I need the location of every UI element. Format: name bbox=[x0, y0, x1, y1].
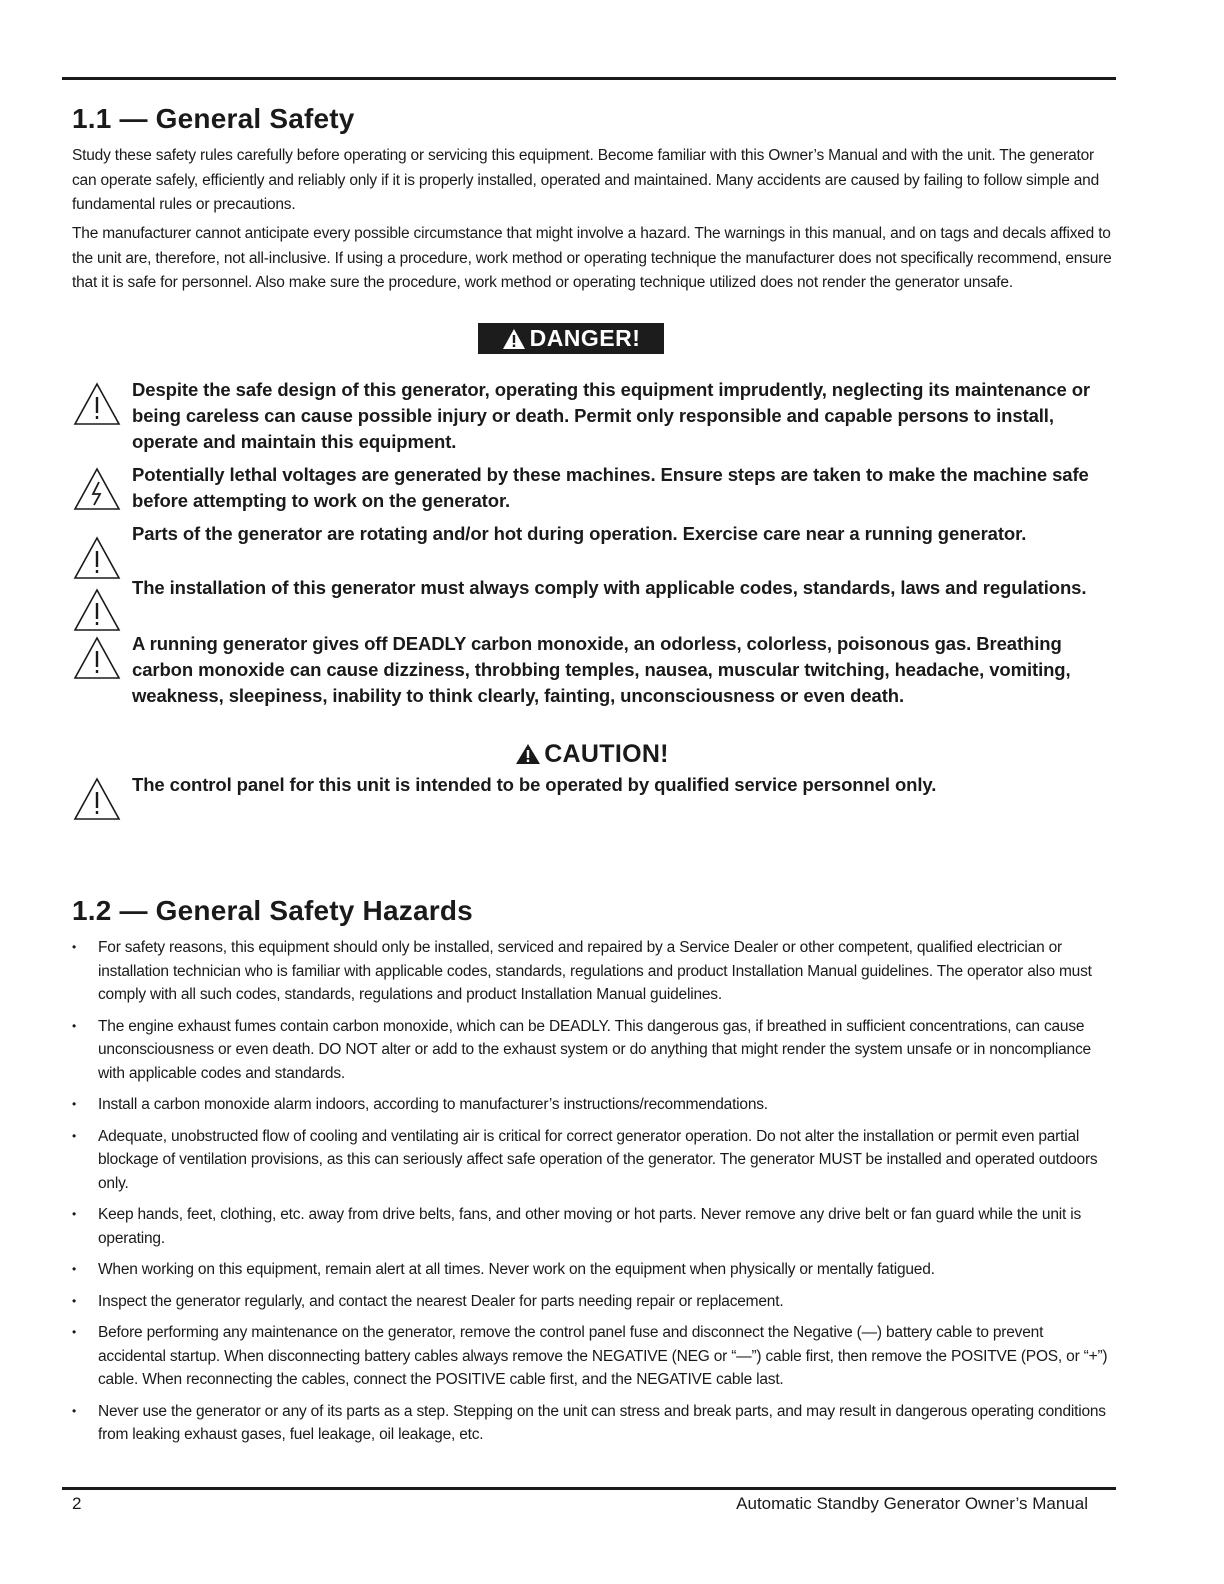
list-item: • Inspect the generator regularly, and contact the nearest Dealer for parts needing repair or replacement. bbox=[72, 1290, 1112, 1314]
danger-warning-text: The installation of this generator must always comply with applicable codes, standards, laws and regulations. bbox=[132, 577, 1087, 598]
section-1-paragraph-2: The manufacturer cannot anticipate every possible circumstance that might involve a hazard. The warnings in this manual, and on tags and decals affixed to the unit are, therefore, not all-inclusive. If using a procedure, work method or operating technique the manufacturer does not specifically recommend, ensure that it is safe for personnel. Also make sure the procedure, work method or operating technique utilized does not render the generator unsafe. bbox=[72, 225, 1112, 291]
bullet-icon: • bbox=[72, 1403, 77, 1418]
electrical-hazard-icon bbox=[72, 466, 122, 512]
caution-triangle-icon bbox=[515, 743, 541, 765]
bullet-icon: • bbox=[72, 1262, 77, 1276]
bottom-rule bbox=[62, 1487, 1116, 1490]
list-item: • For safety reasons, this equipment should only be installed, serviced and repaired by a Service Dealer or other competent, qualified electrician or installation technician who is familiar with applicable codes, standards, regulations and product Installation Manual guidelines. The operator also must comply with all such codes, standards, regulations and product Installation Manual guidelines. bbox=[72, 936, 1112, 1007]
danger-warning-text: Parts of the generator are rotating and/or hot during operation. Exercise care near a running generator. bbox=[132, 523, 1027, 544]
manual-title: Automatic Standby Generator Owner’s Manual bbox=[736, 1494, 1088, 1513]
caution-label bbox=[492, 738, 692, 770]
caution-warning-text: The control panel for this unit is intended to be operated by qualified service personnel only. bbox=[132, 774, 937, 795]
bullet-icon: • bbox=[72, 1128, 77, 1143]
bullet-icon: • bbox=[72, 1325, 77, 1339]
section-1-paragraph-1: Study these safety rules carefully before operating or servicing this equipment. Become familiar with this Owner’s Manual and with the unit. The generator can operate safely, efficiently and reliably only if it is properly installed, operated and maintained. Many accidents are caused by failing to follow simple and fundamental rules or precautions. bbox=[72, 147, 1099, 213]
danger-warning-text: Despite the safe design of this generator, operating this equipment imprudently, neglecting its maintenance or being careless can cause possible injury or death. Permit only responsible and capable persons to install, operate and maintain this equipment. bbox=[132, 379, 1091, 452]
list-item: • The engine exhaust fumes contain carbon monoxide, which can be DEADLY. This dangerous gas, if breathed in sufficient concentrations, can cause unconsciousness or even death. DO NOT alter or add to the exhaust system or do anything that might render the system unsafe or in noncompliance with applicable codes and standards. bbox=[72, 1015, 1112, 1086]
danger-label bbox=[478, 323, 664, 354]
warning-triangle-icon bbox=[72, 535, 122, 581]
bullet-icon: • bbox=[72, 940, 77, 954]
warning-triangle-icon bbox=[72, 776, 122, 822]
list-item: • Keep hands, feet, clothing, etc. away from drive belts, fans, and other moving or hot parts. Never remove any drive belt or fan guard while the unit is operating. bbox=[72, 1203, 1112, 1250]
danger-warning-text: A running generator gives off DEADLY carbon monoxide, an odorless, colorless, poisonous gas. Breathing carbon monoxide can cause dizziness, throbbing temples, nausea, muscular twitching, headache, vomiting, weakness, sleepiness, inability to think clearly, fainting, unconsciousness or even death. bbox=[132, 633, 1071, 706]
top-rule bbox=[62, 77, 1116, 80]
section-1-heading: 1.1 — General Safety bbox=[72, 103, 355, 134]
danger-warning-text: Potentially lethal voltages are generated by these machines. Ensure steps are taken to make the machine safe before attempting to work on the generator. bbox=[132, 464, 1089, 511]
bullet-icon: • bbox=[72, 1097, 77, 1111]
list-item: • Install a carbon monoxide alarm indoors, according to manufacturer’s instructions/recommendations. bbox=[72, 1093, 1112, 1117]
page-number: 2 bbox=[72, 1494, 82, 1513]
list-item: • Before performing any maintenance on the generator, remove the control panel fuse and disconnect the Negative (—) battery cable to prevent accidental startup. When disconnecting battery cables always remove the NEGATIVE (NEG or “—”) cable first, then remove the POSITVE (POS, or “+”) cable. When reconnecting the cables, connect the POSITIVE cable first, and the NEGATIVE cable last. bbox=[72, 1321, 1112, 1392]
bullet-icon: • bbox=[72, 1207, 77, 1221]
list-item: • When working on this equipment, remain alert at all times. Never work on the equipment when physically or mentally fatigued. bbox=[72, 1258, 1112, 1282]
warning-triangle-icon bbox=[72, 635, 122, 681]
danger-triangle-icon bbox=[502, 328, 526, 350]
list-item: • Adequate, unobstructed flow of cooling and ventilating air is critical for correct generator operation. Do not alter the installation or permit even partial blockage of ventilation provisions, as this can seriously affect safe operation of the generator. The generator MUST be installed and operated outdoors only. bbox=[72, 1125, 1112, 1196]
section-2-heading: 1.2 — General Safety Hazards bbox=[72, 895, 473, 926]
list-item: • Never use the generator or any of its parts as a step. Stepping on the unit can stress and break parts, and may result in dangerous operating conditions from leaking exhaust gases, fuel leakage, oil leakage, etc. bbox=[72, 1400, 1112, 1447]
hazards-list bbox=[72, 936, 1112, 1455]
bullet-icon: • bbox=[72, 1293, 77, 1308]
warning-triangle-icon bbox=[72, 587, 122, 633]
danger-label-text: DANGER! bbox=[529, 325, 641, 351]
bullet-icon: • bbox=[72, 1018, 77, 1033]
warning-triangle-icon bbox=[72, 381, 122, 427]
caution-label-text: CAUTION! bbox=[544, 739, 669, 768]
